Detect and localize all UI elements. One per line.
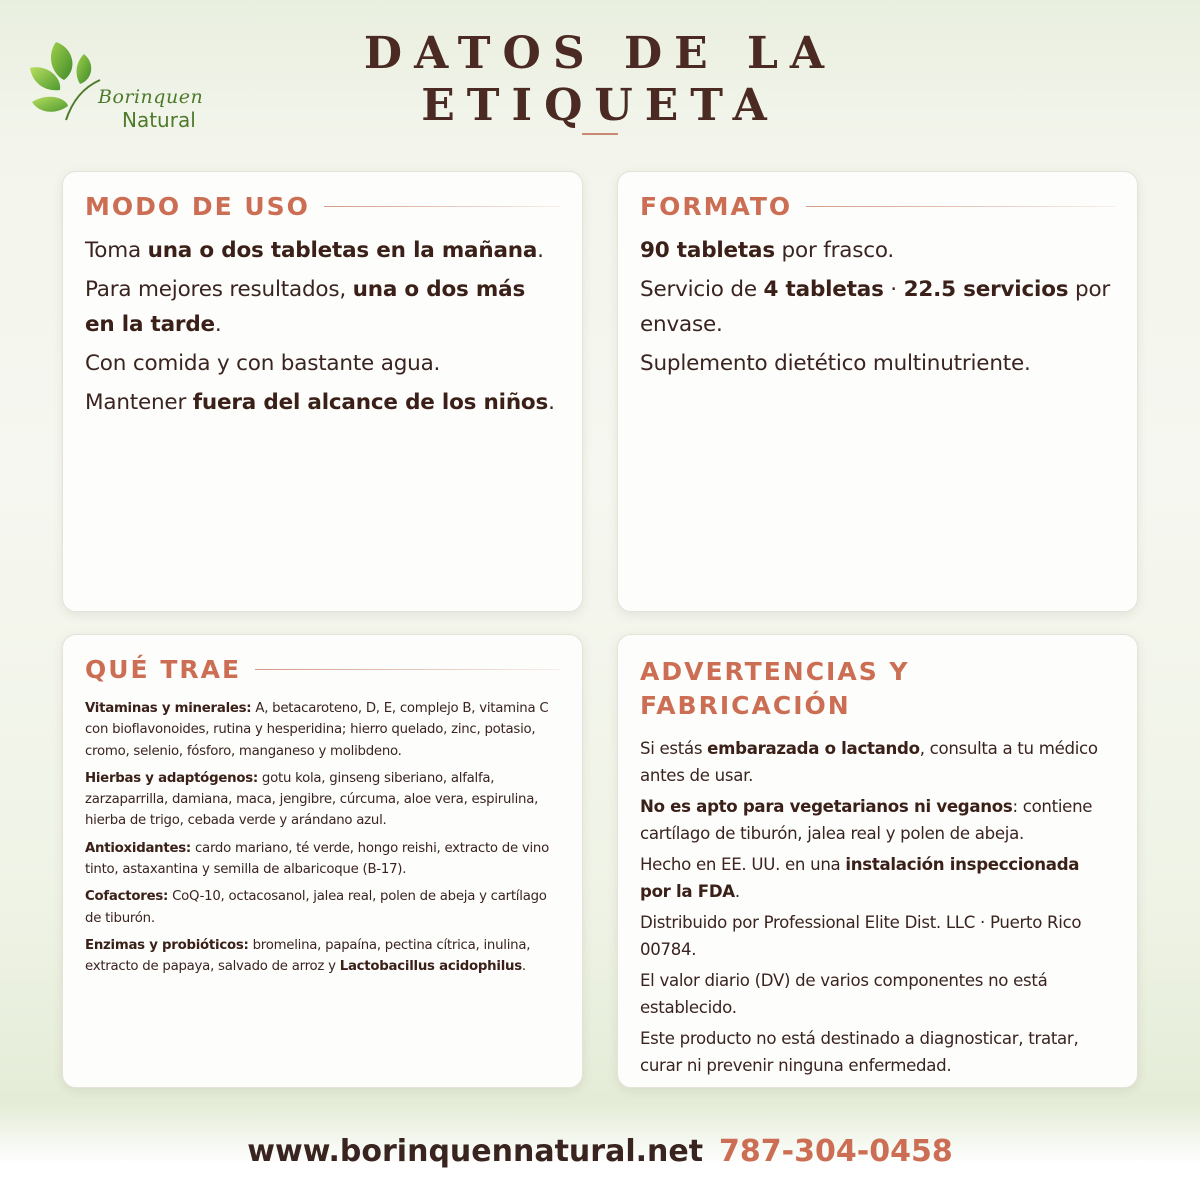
card-formato (617, 171, 1138, 612)
header-rule (806, 206, 1115, 207)
card-advertencias (617, 634, 1138, 1088)
header-rule (324, 206, 560, 207)
card-que-trae (62, 634, 583, 1088)
card-title-formato: FORMATO (640, 192, 793, 221)
title-divider (582, 133, 618, 135)
warning-line: Distribuido por Professional Elite Dist. LLC · Puerto Rico 00784. (640, 913, 1082, 959)
ingredient-group: Antioxidantes: cardo mariano, té verde, hongo reishi, extracto de vino tinto, astaxantina y semilla de albaricoque (B-17). (85, 840, 549, 878)
ingredient-group: Hierbas y adaptógenos: gotu kola, ginseng siberiano, alfalfa, zarzaparrilla, damiana, maca, jengibre, cúrcuma, aloe vera, espirulina, hierba de trigo, cebada verde y arándano azul. (85, 770, 539, 829)
card-header (640, 192, 1115, 221)
warning-line: El valor diario (DV) de varios componentes no está establecido. (640, 971, 1048, 1017)
ingredient-group: Vitaminas y minerales: A, betacaroteno, D, E, complejo B, vitamina C con bioflavonoides, rutina y hesperidina; hierro quelado, zinc, potasio, cromo, selenio, fósforo, manganeso y molibdeno. (85, 701, 549, 759)
card-modo-de-uso (62, 171, 583, 612)
card-body (640, 735, 1115, 1079)
phone-number[interactable]: 787-304-0458 (719, 1134, 953, 1169)
card-body (640, 233, 1115, 381)
warning-line: Si estás embarazada o lactando, consulta a tu médico antes de usar. (640, 739, 1098, 785)
card-title-modo-de-uso: MODO DE USO (85, 192, 310, 221)
card-title-que-trae: QUÉ TRAE (85, 655, 242, 684)
card-header (85, 655, 560, 684)
ingredient-group: Cofactores: CoQ-10, octacosanol, jalea real, polen de abeja y cartílago de tiburón. (85, 889, 547, 926)
page-title (0, 28, 1200, 132)
format-line: 90 tabletas por frasco. (640, 238, 895, 263)
usage-line: Toma una o dos tabletas en la mañana. (85, 238, 544, 263)
ingredient-group: Enzimas y probióticos: bromelina, papaína, pectina cítrica, inulina, extracto de papaya, salvado de arroz y Lactobacillus acidophilus. (85, 937, 531, 975)
card-header (640, 655, 1115, 723)
format-line: Servicio de 4 tabletas · 22.5 servicios por envase. (640, 277, 1111, 337)
usage-line: Para mejores resultados, una o dos más en la tarde. (85, 277, 526, 337)
brand-name-line1: Borinquen (98, 86, 204, 108)
card-title-advertencias: ADVERTENCIAS Y FABRICACIÓN (640, 657, 910, 720)
warning-line: Este producto no está destinado a diagnosticar, tratar, curar ni prevenir ninguna enfermedad. (640, 1029, 1079, 1075)
usage-line: Con comida y con bastante agua. (85, 351, 441, 376)
format-line: Suplemento dietético multinutriente. (640, 351, 1031, 376)
ingredients-list (85, 698, 560, 978)
card-header (85, 192, 560, 221)
usage-line: Mantener fuera del alcance de los niños. (85, 390, 555, 415)
warning-line: No es apto para vegetarianos ni veganos: contiene cartílago de tiburón, jalea real y polen de abeja. (640, 797, 1093, 843)
card-body (85, 233, 560, 420)
title-line2: ETIQUETA (421, 80, 779, 131)
brand-name-line2: Natural (122, 108, 196, 132)
footer-contact (0, 1134, 1200, 1169)
warning-line: Hecho en EE. UU. en una instalación inspeccionada por la FDA. (640, 855, 1080, 901)
header-rule (255, 669, 560, 670)
title-line1: DATOS DE LA (363, 28, 837, 79)
website-link[interactable]: www.borinquennatural.net (247, 1134, 704, 1169)
